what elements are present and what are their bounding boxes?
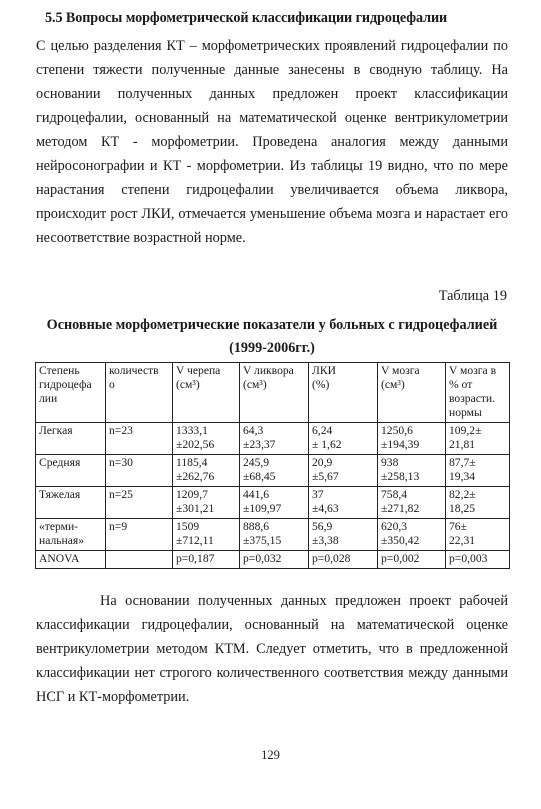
table-cell [106, 519, 173, 551]
table-body [36, 423, 510, 569]
table-cell [378, 423, 446, 455]
cell-line: нормы [449, 406, 482, 419]
cell-line: (%) [312, 378, 330, 391]
cell-line: ± 1,62 [312, 438, 342, 451]
cell-line: Тяжелая [39, 488, 81, 501]
cell-line: V ликвора [243, 364, 294, 377]
table-cell [240, 519, 309, 551]
table-title-line-2: (1999-2006гг.) [229, 340, 315, 356]
cell-line: p=0,187 [176, 552, 215, 565]
table-cell [36, 487, 106, 519]
table-cell [36, 423, 106, 455]
table-cell [36, 455, 106, 487]
cell-line: о [109, 378, 115, 391]
cell-line [109, 552, 169, 566]
cell-line: ±712,11 [176, 534, 214, 547]
cell-line: % от [449, 378, 473, 391]
table-cell [309, 487, 378, 519]
table-cell [309, 455, 378, 487]
cell-line: ±23,37 [243, 438, 276, 451]
table-cell [173, 423, 240, 455]
cell-line: ±202,56 [176, 438, 215, 451]
cell-line: 18,25 [449, 502, 476, 515]
cell-line: n=30 [109, 456, 133, 469]
cell-line: возрасти. [449, 392, 496, 405]
table-cell [173, 551, 240, 569]
cell-line: 6,24 [312, 424, 333, 437]
cell-line: Средняя [39, 456, 81, 469]
cell-line: ±3,38 [312, 534, 339, 547]
cell-line: ±258,13 [381, 470, 420, 483]
table-label: Таблица 19 [438, 288, 507, 304]
cell-line: n=23 [109, 424, 133, 437]
table-cell [36, 551, 106, 569]
table-cell [378, 487, 446, 519]
table-cell [173, 487, 240, 519]
table-cell [378, 551, 446, 569]
table-cell [446, 487, 510, 519]
table-header-row [36, 363, 510, 423]
morphometry-table [35, 362, 510, 569]
cell-line: n=25 [109, 488, 133, 501]
cell-line: p=0,028 [312, 552, 351, 565]
table-cell [240, 423, 309, 455]
cell-line: ±4,63 [312, 502, 339, 515]
cell-line: ±5,67 [312, 470, 339, 483]
cell-line: количеств [109, 364, 159, 377]
column-header [378, 363, 446, 423]
cell-line: 1209,7 [176, 488, 208, 501]
table-cell [309, 519, 378, 551]
cell-line: ±194,39 [381, 438, 420, 451]
cell-line: 76± [449, 520, 467, 533]
cell-line: (см³) [176, 378, 200, 391]
cell-line: 37 [312, 488, 324, 501]
table-cell [378, 455, 446, 487]
table-cell [446, 551, 510, 569]
column-header [240, 363, 309, 423]
cell-line: 620,3 [381, 520, 408, 533]
table-cell [446, 455, 510, 487]
cell-line: 888,6 [243, 520, 270, 533]
table-row [36, 487, 510, 519]
cell-line: ±262,76 [176, 470, 215, 483]
cell-line: 1185,4 [176, 456, 208, 469]
cell-line: 64,3 [243, 424, 264, 437]
cell-line: «терми- [39, 520, 79, 533]
cell-line: 441,6 [243, 488, 270, 501]
column-header [106, 363, 173, 423]
cell-line: V мозга [381, 364, 420, 377]
section-heading: 5.5 Вопросы морфометрической классификации гидроцефалии [45, 10, 448, 26]
cell-line: n=9 [109, 520, 128, 533]
cell-line: 82,2± [449, 488, 476, 501]
cell-line: Легкая [39, 424, 73, 437]
cell-line: 21,81 [449, 438, 476, 451]
cell-line: p=0,032 [243, 552, 282, 565]
cell-line: 1509 [176, 520, 200, 533]
paragraph-conclusion: На основании полученных данных предложен проект рабочей классификации гидроцефалии, основанный на математической оценке вентрикулометрии методом КТМ. Следует отметить, что в предложенной классификации нет строгого количественного соответствия между данными НСГ и КТ-морфометрии. [36, 593, 508, 705]
table-cell [240, 551, 309, 569]
table-cell [173, 519, 240, 551]
table-title-line-1: Основные морфометрические показатели у больных с гидроцефалией [46, 317, 498, 333]
cell-line: 1333,1 [176, 424, 208, 437]
cell-line: 938 [381, 456, 399, 469]
cell-line: 245,9 [243, 456, 270, 469]
cell-line: ±350,42 [381, 534, 420, 547]
cell-line: нальная» [39, 534, 85, 547]
paragraph-intro: С целью разделения КТ – морфометрических проявлений гидроцефалии по степени тяжести полученные данные занесены в сводную таблицу. На основании полученных данных предложен проект классификации гидроцефалии, основанный на математической оценке вентрикулометрии методом КТ - морфометрии. Проведена аналогия между данными нейросонографии и КТ - морфометрии. Из таблицы 19 видно, что по мере нарастания степени гидроцефалии увеличивается объема ликвора, происходит рост ЛКИ, отмечается уменьшение объема мозга и нарастает его несоответствие возрастной норме. [36, 38, 508, 246]
column-header [173, 363, 240, 423]
cell-line: 87,7± [449, 456, 476, 469]
table-title [34, 314, 510, 360]
cell-line: 22,31 [449, 534, 476, 547]
cell-line: ANOVA [39, 552, 80, 565]
table-cell [309, 423, 378, 455]
cell-line: p=0,002 [381, 552, 420, 565]
cell-line: ±109,97 [243, 502, 282, 515]
cell-line: ±68,45 [243, 470, 276, 483]
cell-line: 758,4 [381, 488, 408, 501]
page-number: 129 [261, 748, 280, 762]
column-header [309, 363, 378, 423]
cell-line: ±375,15 [243, 534, 282, 547]
cell-line: 19,34 [449, 470, 476, 483]
table-header [36, 363, 510, 423]
cell-line: Степень [39, 364, 80, 377]
cell-line: ±301,21 [176, 502, 215, 515]
cell-line: V мозга в [449, 364, 497, 377]
table-cell [446, 423, 510, 455]
table-cell [36, 519, 106, 551]
table-row [36, 455, 510, 487]
table-cell [106, 455, 173, 487]
table-cell [106, 487, 173, 519]
cell-line: p=0,003 [449, 552, 488, 565]
cell-line: 109,2± [449, 424, 482, 437]
table-cell [106, 423, 173, 455]
table-cell [378, 519, 446, 551]
cell-line: гидроцефа [39, 378, 92, 391]
table-cell [106, 551, 173, 569]
cell-line: (см³) [381, 378, 405, 391]
column-header [36, 363, 106, 423]
table-row [36, 551, 510, 569]
table-row [36, 519, 510, 551]
cell-line: (см³) [243, 378, 267, 391]
table-row [36, 423, 510, 455]
cell-line: 56,9 [312, 520, 333, 533]
cell-line: ЛКИ [312, 364, 336, 377]
column-header [446, 363, 510, 423]
cell-line: 20,9 [312, 456, 333, 469]
cell-line: лии [39, 392, 58, 405]
table-cell [309, 551, 378, 569]
cell-line: 1250,6 [381, 424, 413, 437]
cell-line: ±271,82 [381, 502, 420, 515]
cell-line: V черепа [176, 364, 221, 377]
table-cell [173, 455, 240, 487]
table-cell [240, 487, 309, 519]
table-cell [446, 519, 510, 551]
table-cell [240, 455, 309, 487]
